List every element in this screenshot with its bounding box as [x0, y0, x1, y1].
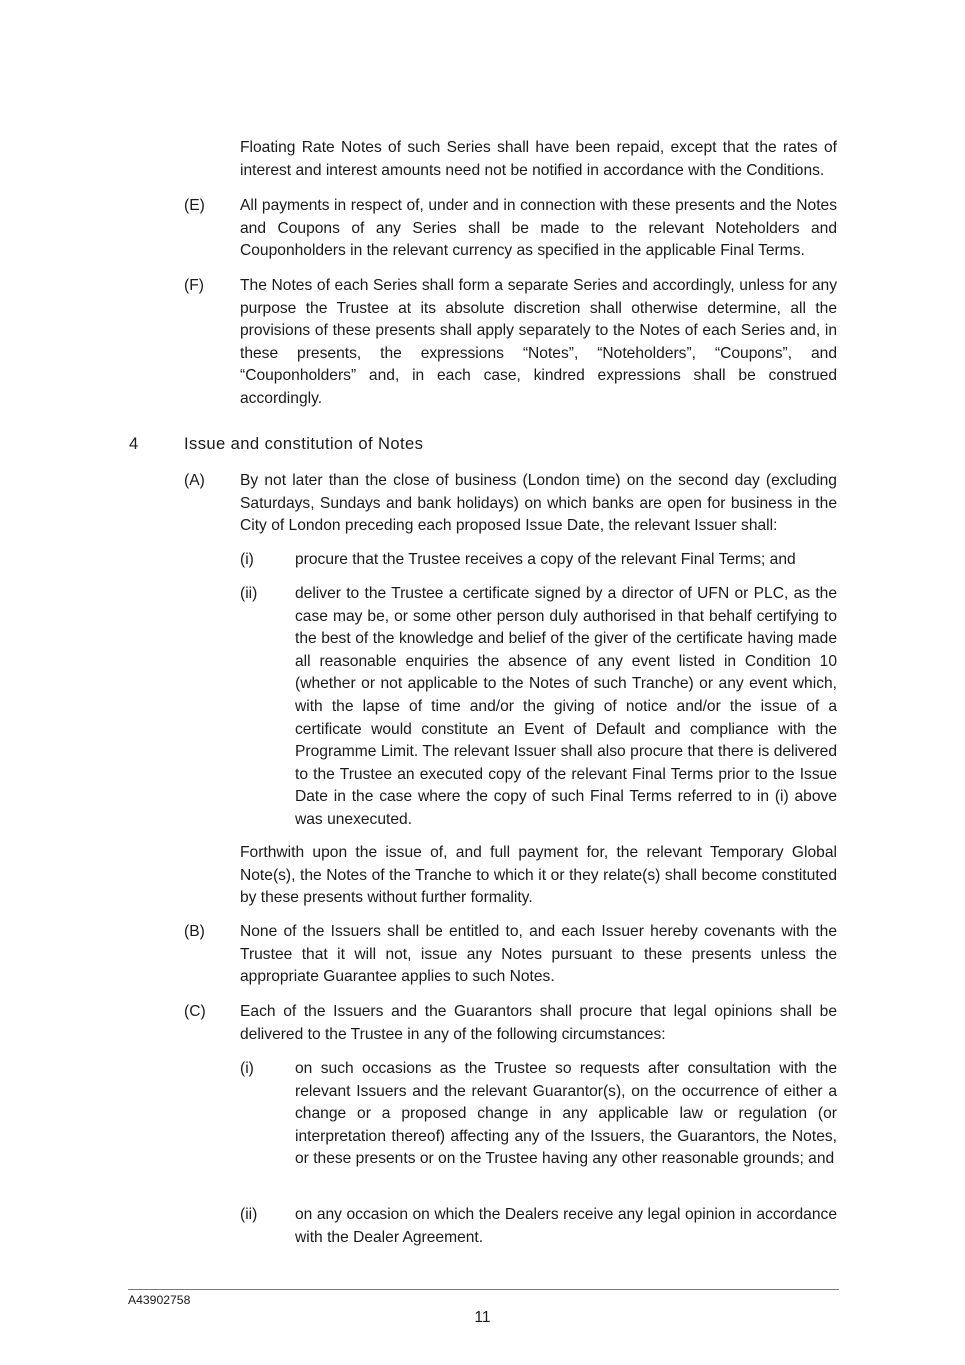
subclause-text-a-i: procure that the Trustee receives a copy of the relevant Final Terms; and: [295, 551, 796, 568]
clause-text-a: By not later than the close of business (London time) on the second day (excluding Saturdays, Sundays and bank holidays) on which banks are open for business in the City of London preceding each proposed Issue Date, the relevant Issuer shall:: [240, 472, 837, 535]
clause-label-e: (E): [184, 197, 205, 214]
subclause-label-c-i: (i): [240, 1060, 254, 1077]
subclause-text-c-i: on such occasions as the Trustee so requests after consultation with the relevant Issuers and the relevant Guarantor(s), on the occurrence of either a change or a proposed change in any applicable law or regulation (or interpretation thereof) affecting any of the Issuers, the Guarantors, the Notes, or these presents or on the Trustee having any other reasonable grounds; and: [295, 1060, 837, 1168]
clause-label-b: (B): [184, 923, 205, 940]
clause-text-c: Each of the Issuers and the Guarantors shall procure that legal opinions shall be delivered to the Trustee in any of the following circumstances:: [240, 1003, 837, 1043]
section-number: 4: [129, 434, 139, 453]
clause-text-f: The Notes of each Series shall form a separate Series and accordingly, unless for any purpose the Trustee at its absolute discretion shall otherwise determine, all the provisions of these presents shall apply separately to the Notes of each Series and, in these presents, the expressions “Notes”, “Noteholders”, “Coupons”, and “Couponholders” and, in each case, kindred expressions shall be construed accordingly.: [240, 277, 837, 407]
clause-label-f: (F): [184, 277, 204, 294]
subclause-label-c-ii: (ii): [240, 1206, 258, 1223]
clause-text-e: All payments in respect of, under and in connection with these presents and the Notes and Coupons of any Series shall be made to the relevant Noteholders and Couponholders in the relevant currency as specified in the applicable Final Terms.: [240, 197, 837, 260]
subclause-text-c-ii: on any occasion on which the Dealers receive any legal opinion in accordance with the Dealer Agreement.: [295, 1206, 837, 1246]
subclause-label-a-i: (i): [240, 551, 254, 568]
clause-label-a: (A): [184, 472, 205, 489]
section-title: Issue and constitution of Notes: [184, 434, 424, 453]
subclause-label-a-ii: (ii): [240, 585, 258, 602]
continued-paragraph: Floating Rate Notes of such Series shall have been repaid, except that the rates of interest and interest amounts need not be notified in accordance with the Conditions.: [240, 139, 837, 179]
page-number: 11: [474, 1309, 491, 1326]
clause-text-b: None of the Issuers shall be entitled to, and each Issuer hereby covenants with the Trustee that it will not, issue any Notes pursuant to these presents unless the appropriate Guarantee applies to such Notes.: [240, 923, 837, 986]
footer-divider: [128, 1289, 839, 1290]
document-reference: A43902758: [128, 1293, 191, 1307]
clause-label-c: (C): [184, 1003, 206, 1020]
subclause-text-a-ii: deliver to the Trustee a certificate signed by a director of UFN or PLC, as the case may be, or some other person duly authorised in that behalf certifying to the best of the knowledge and belief of the giver of the certificate having made all reasonable enquiries the absence of any event listed in Condition 10 (whether or not applicable to the Notes of such Tranche) or any event which, with the lapse of time and/or the giving of notice and/or the issue of a certificate would constitute an Event of Default and compliance with the Programme Limit. The relevant Issuer shall also procure that there is delivered to the Trustee an executed copy of the relevant Final Terms prior to the Issue Date in the case where the copy of such Final Terms referred to in (i) above was unexecuted.: [295, 585, 837, 828]
clause-a-closing-paragraph: Forthwith upon the issue of, and full payment for, the relevant Temporary Global Note(s), the Notes of the Tranche to which it or they relate(s) shall become constituted by these presents without further formality.: [240, 844, 837, 907]
